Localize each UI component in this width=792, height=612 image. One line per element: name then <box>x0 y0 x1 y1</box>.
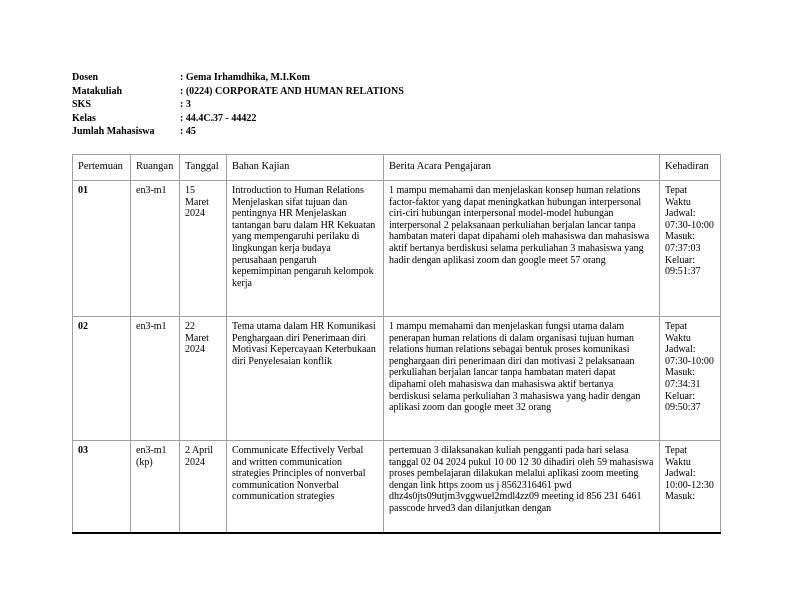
cell-ruangan: en3-m1 (kp) <box>131 441 180 534</box>
sks-row <box>72 98 404 112</box>
sks-value: : 3 <box>180 99 191 110</box>
table-row <box>73 181 721 317</box>
jumlah-mahasiswa-label: Jumlah Mahasiswa <box>72 126 155 137</box>
cell-berita-acara: 1 mampu memahami dan menjelaskan konsep human relations factor-faktor yang dapat meningkatkan hubungan interpersonal ciri-ciri hubungan interpersonal model-model hubungan interpersonal 2 pelaksanaan perkuliahan berjalan lancar tanpa hambatan materi dapat dipahami oleh mahasiswa dan mahasiswa aktif bertanya berdiskusi selama perkuliahan 3 mahasiswa yang hadir dengan aplikasi zoom dan google meet 57 orang <box>384 181 660 317</box>
jumlah-mahasiswa-value: : 45 <box>180 126 196 137</box>
cell-berita-acara: pertemuan 3 dilaksanakan kuliah pengganti pada hari selasa tanggal 02 04 2024 pukul 10 00 12 30 dihadiri oleh 59 mahasiswa proses pembelajaran dilakukan melalui aplikasi zoom meeting dengan link https zoom us j 8562316461 pwd dhz4s0jts09utjm3vggwuel2mdl4zz09 meeting id 856 231 6461 passcode hrved3 dan dilanjutkan dengan <box>384 441 660 534</box>
cell-bahan-kajian: Introduction to Human Relations Menjelaskan sifat tujuan dan pentingnya HR Menjelaskan tantangan baru dalam HR Kekuatan yang mempengaruhi perilaku di lingkungan kerja budaya perusahaan pengaruh kepemimpinan pengaruh kelompok kerja <box>227 181 384 317</box>
jumlah-mahasiswa-row <box>72 125 404 139</box>
cell-kehadiran: Tepat Waktu Jadwal: 07:30-10:00 Masuk: 07:34:31 Keluar: 09:50:37 <box>660 317 721 441</box>
kelas-label: Kelas <box>72 112 96 124</box>
cell-pertemuan: 02 <box>73 317 131 441</box>
col-header-ruangan: Ruangan <box>131 155 180 181</box>
cell-kehadiran: Tepat Waktu Jadwal: 10:00-12:30 Masuk: <box>660 441 721 534</box>
col-header-bahan-kajian: Bahan Kajian <box>227 155 384 181</box>
kelas-value: : 44.4C.37 - 44422 <box>180 112 257 124</box>
berita-acara-table <box>72 154 721 534</box>
table-header-row <box>73 155 721 181</box>
cell-kehadiran: Tepat Waktu Jadwal: 07:30-10:00 Masuk: 07:37:03 Keluar: 09:51:37 <box>660 181 721 317</box>
matakuliah-value: : (0224) CORPORATE AND HUMAN RELATIONS <box>180 85 404 97</box>
cell-pertemuan: 03 <box>73 441 131 534</box>
col-header-pertemuan: Pertemuan <box>73 155 131 181</box>
dosen-label: Dosen <box>72 72 99 83</box>
table-row <box>73 317 721 441</box>
cell-bahan-kajian: Communicate Effectively Verbal and written communication strategies Principles of nonverbal communication Nonverbal communication strategies <box>227 441 384 534</box>
col-header-berita-acara: Berita Acara Pengajaran <box>384 155 660 181</box>
cell-ruangan: en3-m1 <box>131 317 180 441</box>
matakuliah-row <box>72 85 404 99</box>
cell-bahan-kajian: Tema utama dalam HR Komunikasi Penghargaan diri Penerimaan diri Motivasi Kepercayaan Keterbukaan diri Penyelesaian konflik <box>227 317 384 441</box>
sks-label: SKS <box>72 99 91 110</box>
cell-tanggal: 2 April 2024 <box>180 441 227 534</box>
kelas-row <box>72 112 404 126</box>
cell-tanggal: 15 Maret 2024 <box>180 181 227 317</box>
col-header-tanggal: Tanggal <box>180 155 227 181</box>
col-header-kehadiran: Kehadiran <box>660 155 721 181</box>
course-header <box>72 71 404 139</box>
cell-tanggal: 22 Maret 2024 <box>180 317 227 441</box>
cell-ruangan: en3-m1 <box>131 181 180 317</box>
cell-berita-acara: 1 mampu memahami dan menjelaskan fungsi utama dalam penerapan human relations di dalam organisasi tujuan human relations human relations sebagai bentuk proses komunikasi penghargaan diri penerimaan diri dan motivasi 2 pelaksanaan perkuliahan berjalan lancar tanpa hambatan materi dapat dipahami oleh mahasiswa dan mahasiswa aktif bertanya berdiskusi selama perkuliahan 3 mahasiswa yang hadir dengan aplikasi zoom dan google meet 32 orang <box>384 317 660 441</box>
table-row <box>73 441 721 534</box>
cell-pertemuan: 01 <box>73 181 131 317</box>
dosen-value: : Gema Irhamdhika, M.I.Kom <box>180 72 310 83</box>
dosen-row <box>72 71 404 85</box>
matakuliah-label: Matakuliah <box>72 85 123 97</box>
